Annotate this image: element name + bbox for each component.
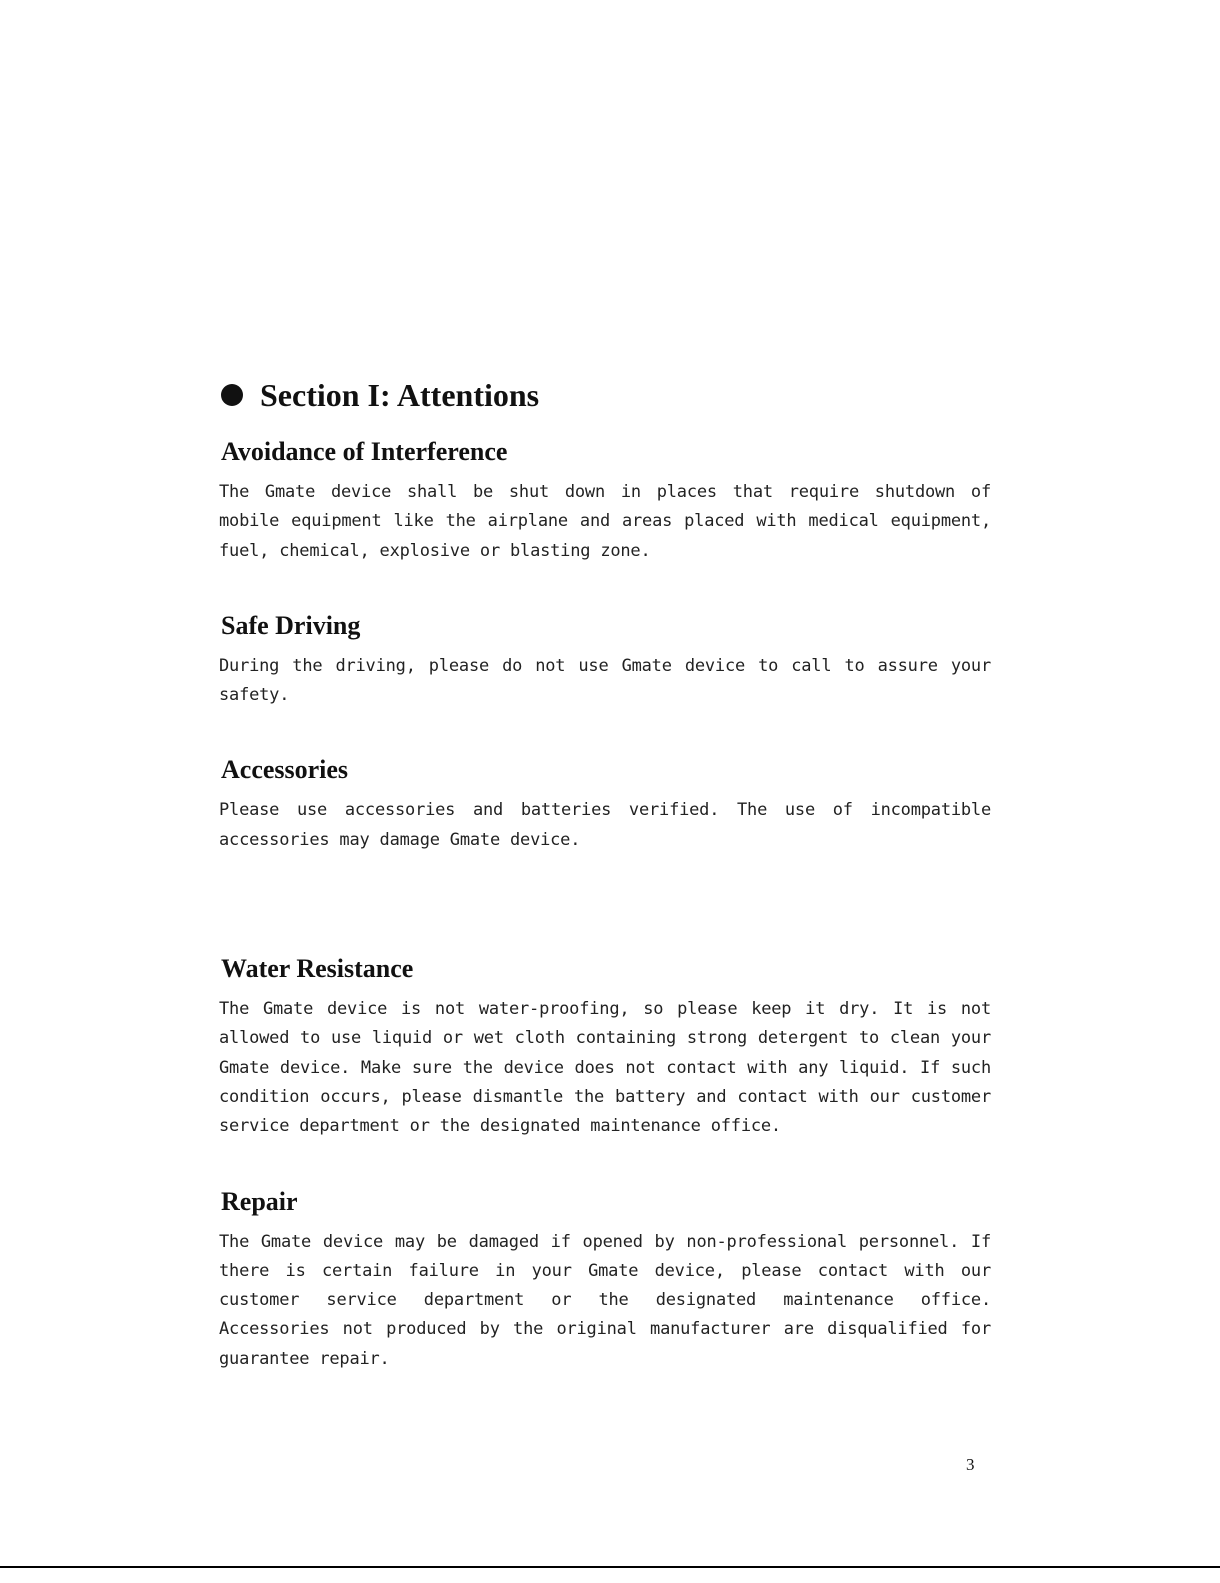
paragraph-accessories: Please use accessories and batteries verified. The use of incompatible accessories may damage Gmate device. (219, 800, 991, 850)
subheading-repair: Repair (221, 1186, 298, 1216)
bottom-divider (0, 1566, 1220, 1568)
subheading-avoidance-of-interference: Avoidance of Interference (221, 437, 508, 466)
section-accessories (219, 750, 991, 855)
paragraph-safe-driving: During the driving, please do not use Gmate device to call to assure your safety. (219, 655, 991, 706)
section-repair (219, 1182, 991, 1374)
section-water-resistance (219, 949, 991, 1141)
paragraph-water-resistance: The Gmate device is not water-proofing, so please keep it dry. It is not allowed to use liquid or wet cloth containing strong detergent to clean your Gmate device. Make sure the device does not contact with any liquid. If such condition occurs, please dismantle the battery and contact with our customer service department or the designated maintenance office. (219, 999, 991, 1137)
section-title-text: Section I: Attentions (260, 376, 540, 413)
section-avoidance-of-interference (219, 432, 991, 566)
bullet-icon (221, 384, 243, 406)
subheading-safe-driving: Safe Driving (221, 610, 361, 640)
page-number: 3 (966, 1455, 975, 1474)
paragraph-repair: The Gmate device may be damaged if opened by non-professional personnel. If there is certain failure in your Gmate device, please contact with our customer service department or the designated maintenance office. Accessories not produced by the original manufacturer are disqualified for guarantee repair. (219, 1231, 991, 1369)
page-content (219, 372, 991, 1414)
subheading-accessories: Accessories (221, 755, 349, 785)
section-safe-driving (219, 606, 991, 711)
paragraph-avoidance-of-interference: The Gmate device shall be shut down in places that require shutdown of mobile equipment like the airplane and areas placed with medical equipment, fuel, chemical, explosive or blasting zone. (219, 482, 991, 561)
subheading-water-resistance: Water Resistance (221, 954, 414, 984)
section-title (219, 372, 991, 418)
